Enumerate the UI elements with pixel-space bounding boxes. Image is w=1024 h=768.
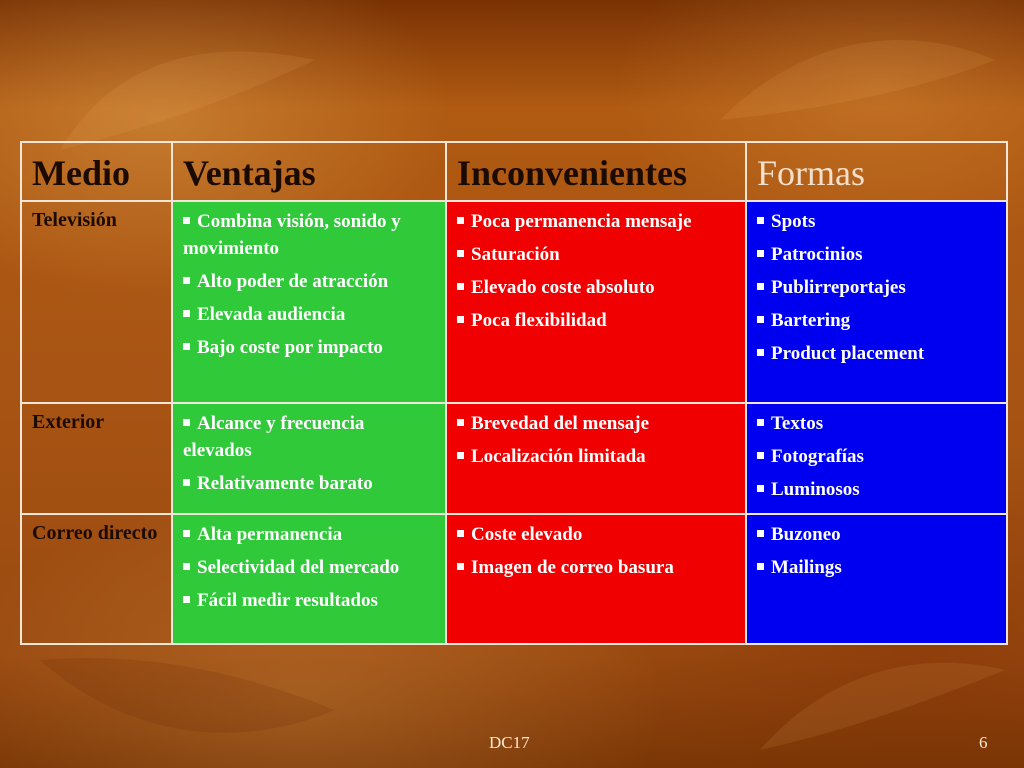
list-item: Fotografías — [757, 443, 998, 470]
bullet-icon — [457, 419, 464, 426]
bullet-icon — [457, 563, 464, 570]
list-item: Localización limitada — [457, 443, 737, 470]
list-item: Mailings — [757, 554, 998, 581]
list-item: Publirreportajes — [757, 274, 998, 301]
bullet-icon — [183, 343, 190, 350]
slide-number: 6 — [979, 733, 988, 752]
bullet-icon — [457, 217, 464, 224]
bullet-icon — [183, 479, 190, 486]
bullet-icon — [757, 530, 764, 537]
header-medio: Medio — [21, 142, 172, 201]
list-item: Combina visión, sonido y movimiento — [183, 211, 401, 259]
list-item: Relativamente barato — [183, 470, 437, 497]
background-leaf-decoration — [760, 640, 1010, 760]
header-ventajas: Ventajas — [172, 142, 446, 201]
medio-cell: Correo directo — [21, 514, 172, 644]
list-item: Buzoneo — [757, 521, 998, 548]
bullet-icon — [183, 277, 190, 284]
bullet-icon — [757, 452, 764, 459]
table-row — [21, 514, 1007, 644]
formas-cell — [746, 514, 1007, 644]
bullet-icon — [183, 596, 190, 603]
medio-cell: Exterior — [21, 403, 172, 514]
list-item: Spots — [757, 208, 998, 235]
bullet-icon — [757, 217, 764, 224]
background-leaf-decoration — [720, 20, 1000, 140]
formas-cell — [746, 201, 1007, 403]
bullet-icon — [757, 283, 764, 290]
bullet-icon — [183, 217, 190, 224]
ventajas-cell — [172, 514, 446, 644]
list-item: Selectividad del mercado — [183, 554, 437, 581]
footer-code: DC17 — [489, 733, 530, 752]
bullet-icon — [183, 419, 190, 426]
list-item: Textos — [757, 410, 998, 437]
bullet-icon — [757, 316, 764, 323]
bullet-icon — [457, 316, 464, 323]
inconvenientes-cell — [446, 514, 746, 644]
table-row — [21, 403, 1007, 514]
medio-cell: Televisión — [21, 201, 172, 403]
bullet-icon — [757, 250, 764, 257]
bullet-icon — [457, 530, 464, 537]
bullet-icon — [757, 485, 764, 492]
list-item: Fácil medir resultados — [183, 587, 437, 614]
bullet-icon — [183, 310, 190, 317]
ventajas-cell — [172, 201, 446, 403]
list-item: Alto poder de atracción — [183, 268, 437, 295]
list-item: Brevedad del mensaje — [457, 410, 737, 437]
bullet-icon — [757, 349, 764, 356]
media-comparison-table — [20, 141, 1008, 645]
list-item: Elevado coste absoluto — [457, 274, 737, 301]
list-item: Elevada audiencia — [183, 301, 437, 328]
list-item: Alta permanencia — [183, 521, 437, 548]
formas-cell — [746, 403, 1007, 514]
table-row — [21, 201, 1007, 403]
list-item: Saturación — [457, 241, 737, 268]
bullet-icon — [757, 563, 764, 570]
list-item: Product placement — [757, 340, 998, 367]
inconvenientes-cell — [446, 403, 746, 514]
list-item: Imagen de correo basura — [457, 554, 737, 581]
list-item: Patrocinios — [757, 241, 998, 268]
background-leaf-decoration — [40, 640, 340, 750]
header-formas: Formas — [746, 142, 1007, 201]
list-item: Poca flexibilidad — [457, 307, 737, 334]
bullet-icon — [183, 563, 190, 570]
bullet-icon — [757, 419, 764, 426]
ventajas-cell — [172, 403, 446, 514]
bullet-icon — [457, 250, 464, 257]
list-item: Alcance y frecuencia elevados — [183, 413, 365, 461]
inconvenientes-cell — [446, 201, 746, 403]
header-inconvenientes: Inconvenientes — [446, 142, 746, 201]
list-item: Poca permanencia mensaje — [457, 208, 737, 235]
list-item: Coste elevado — [457, 521, 737, 548]
list-item: Luminosos — [757, 476, 998, 503]
table-header-row — [21, 142, 1007, 201]
bullet-icon — [457, 452, 464, 459]
bullet-icon — [457, 283, 464, 290]
bullet-icon — [183, 530, 190, 537]
list-item: Bartering — [757, 307, 998, 334]
list-item: Bajo coste por impacto — [183, 334, 437, 361]
